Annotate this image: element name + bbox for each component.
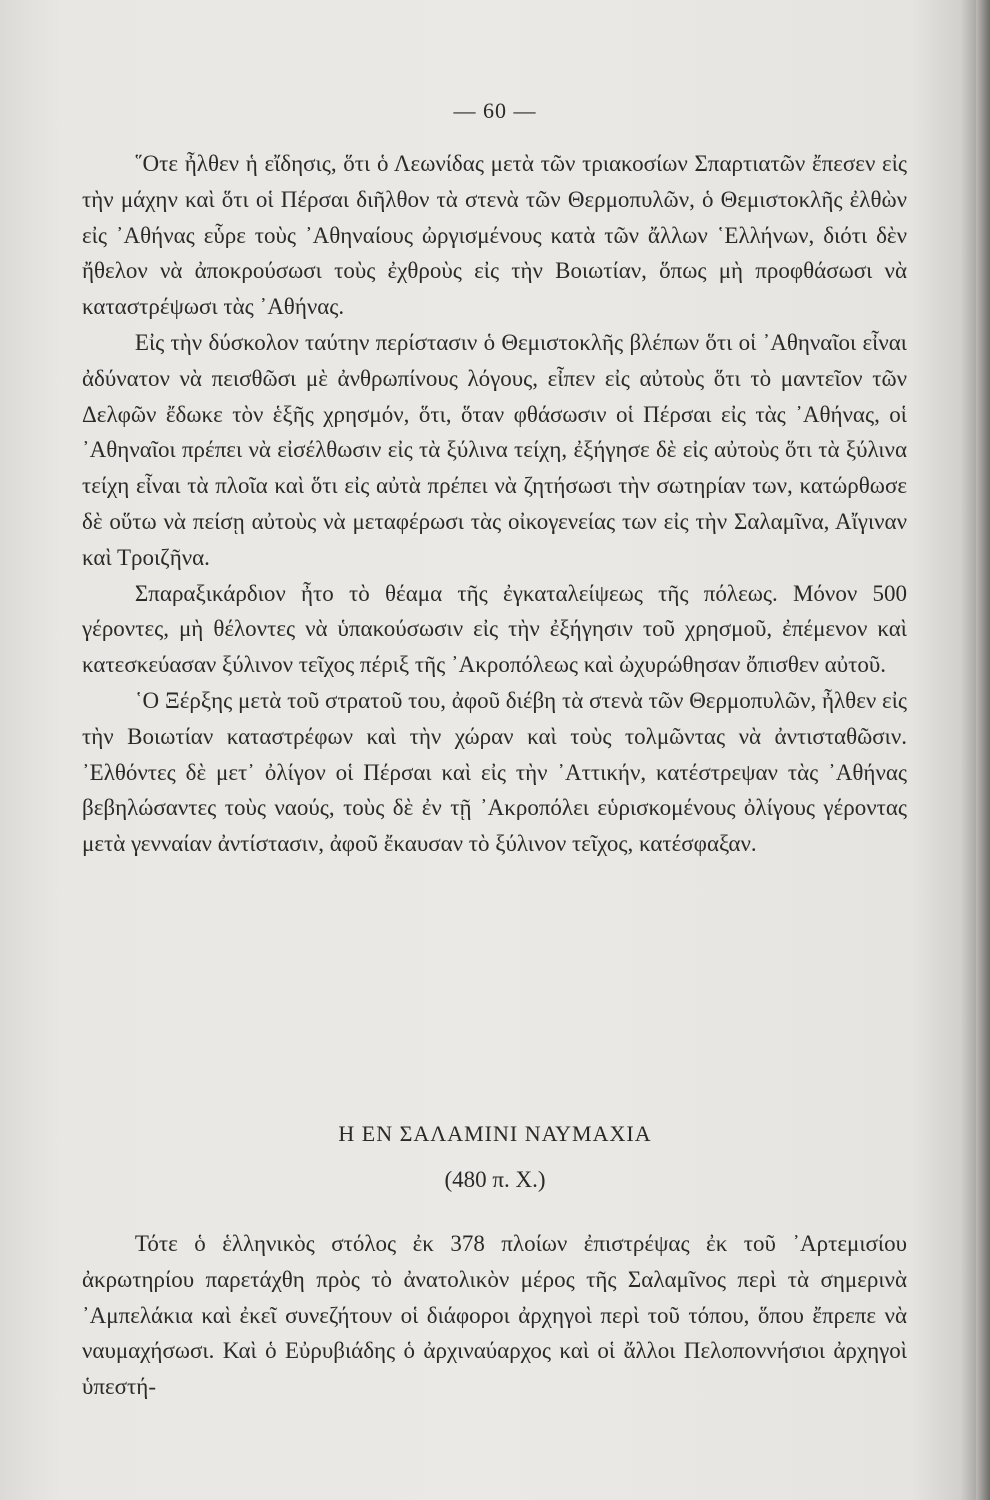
section-body-text <box>82 1226 907 1405</box>
body-text <box>82 146 907 862</box>
paragraph-4: ῾Ο Ξέρξης μετὰ τοῦ στρατοῦ του, ἀφοῦ διέβη τὰ στενὰ τῶν Θερμοπυλῶν, ἦλθεν εἰς τὴν Βοιωτίαν καταστρέφων καὶ τὴν χώραν καὶ τοὺς τολμῶντας νὰ ἀντισταθῶσιν. ᾿Ελθόντες δὲ μετ᾿ ὀλίγον οἱ Πέρσαι καὶ εἰς τὴν ᾿Αττικήν, κατέστρεψαν τὰς ᾿Αθήνας βεβηλώσαντες τοὺς ναούς, τοὺς δὲ ἐν τῇ ᾿Ακροπόλει εὑρισκομένους ὀλίγους γέροντας μετὰ γενναίαν ἀντίστασιν, ἀφοῦ ἔκαυσαν τὸ ξύλινον τεῖχος, κατέσφαξαν. <box>82 687 907 857</box>
page-edge-shadow <box>976 0 990 1500</box>
paragraph-1: ῞Οτε ἦλθεν ἡ εἴδησις, ὅτι ὁ Λεωνίδας μετὰ τῶν τριακοσίων Σπαρτιατῶν ἔπεσεν εἰς τὴν μάχην καὶ ὅτι οἱ Πέρσαι διῆλθον τὰ στενὰ τῶν Θερμοπυλῶν, ὁ Θεμιστοκλῆς ἐλθὼν εἰς ᾿Αθήνας εὗρε τοὺς ᾿Αθηναίους ὠργισμένους κατὰ τῶν ἄλλων ῾Ελλήνων, διότι δὲν ἤθελον νὰ ἀποκρούσωσι τοὺς ἐχθροὺς εἰς τὴν Βοιωτίαν, ὅπως μὴ προφθάσωσι νὰ καταστρέψωσι τὰς ᾿Αθήνας. <box>82 151 907 320</box>
section-heading: Η ΕΝ ΣΑΛΑΜΙΝΙ ΝΑΥΜΑΧΙΑ <box>338 1121 652 1146</box>
paragraph-2: Εἰς τὴν δύσκολον ταύτην περίστασιν ὁ Θεμιστοκλῆς βλέπων ὅτι οἱ ᾿Αθηναῖοι εἶναι ἀδύνατον νὰ πεισθῶσι μὲ ἀνθρωπίνους λόγους, εἶπεν εἰς αὐτοὺς ὅτι τὸ μαντεῖον τῶν Δελφῶν ἔδωκε τὸν ἑξῆς χρησμόν, ὅτι, ὅταν φθάσωσιν οἱ Πέρσαι εἰς τὰς ᾿Αθήνας, οἱ ᾿Αθηναῖοι πρέπει νὰ εἰσέλθωσιν εἰς τὰ ξύλινα τείχη, ἐξήγησε δὲ εἰς αὐτοὺς ὅτι τὰ ξύλινα τείχη εἶναι τὰ πλοῖα καὶ ὅτι εἰς αὐτὰ πρέπει νὰ ζητήσωσι τὴν σωτηρίαν των, κατώρθωσε δὲ οὕτω νὰ πείσῃ αὐτοὺς νὰ μεταφέρωσι τὰς οἰκογενείας των εἰς τὴν Σαλαμῖνα, Αἴγιναν καὶ Τροιζῆνα. <box>82 329 907 570</box>
section-paragraph-1: Τότε ὁ ἑλληνικὸς στόλος ἐκ 378 πλοίων ἐπιστρέψας ἐκ τοῦ ᾿Αρτεμισίου ἀκρωτηρίου παρετάχθη πρὸς τὸ ἀνατολικὸν μέρος τῆς Σαλαμῖνος περὶ τὰ σημερινὰ ᾿Αμπελάκια καὶ ἐκεῖ συνεζήτουν οἱ διάφοροι ἀρχηγοὶ περὶ τοῦ τόπου, ὅπου ἔπρεπε νὰ ναυμαχήσωσι. Καὶ ὁ Εὐρυβιάδης ὁ ἀρχιναύαρχος καὶ οἱ ἄλλοι Πελοποννήσιοι ἀρχηγοὶ ὑπεστή- <box>82 1231 907 1400</box>
section-date: (480 π. Χ.) <box>444 1167 546 1192</box>
page-number: — 60 — <box>453 98 537 123</box>
paragraph-3: Σπαραξικάρδιον ἦτο τὸ θέαμα τῆς ἐγκαταλείψεως τῆς πόλεως. Μόνον 500 γέροντες, μὴ θέλοντες νὰ ὑπακούσωσιν εἰς τὴν ἐξήγησιν τοῦ χρησμοῦ, ἐπέμενον καὶ κατεσκεύασαν ξύλινον τεῖχος πέριξ τῆς ᾿Ακροπόλεως καὶ ὠχυρώθησαν ὄπισθεν αὐτοῦ. <box>82 580 907 678</box>
